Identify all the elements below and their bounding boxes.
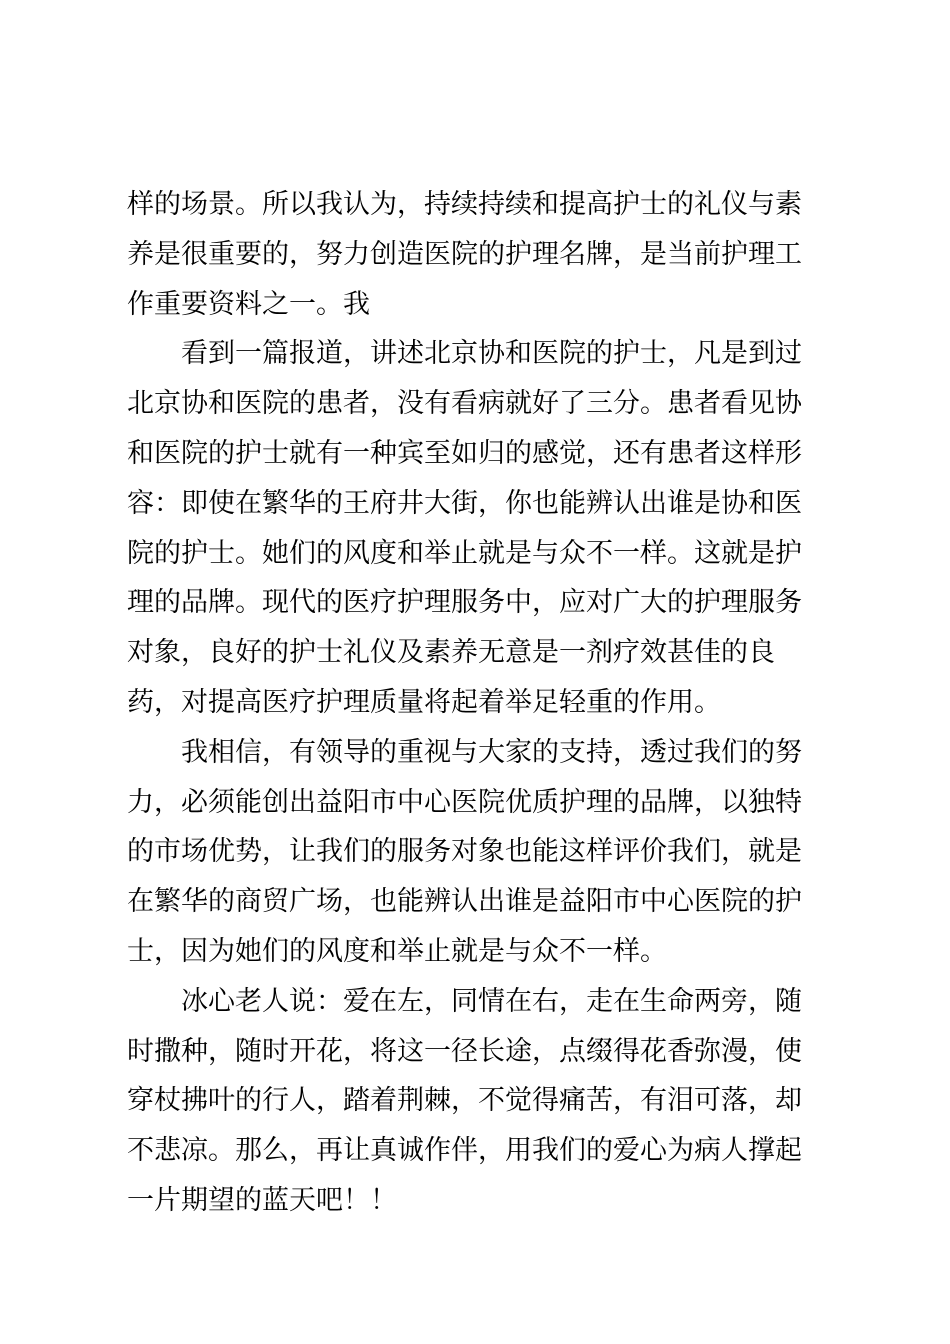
paragraph-3: 我相信，有领导的重视与大家的支持，透过我们的努力，必须能创出益阳市中心医院优质护理的品牌，以独特的市场优势，让我们的服务对象也能这样评价我们，就是在繁华的商贸广场，也能辨认出谁是益阳市中心医院的护士，因为她们的风度和举止就是与众不一样。 bbox=[127, 736, 802, 967]
document-body bbox=[127, 180, 827, 1226]
paragraph-2: 看到一篇报道，讲述北京协和医院的护士，凡是到过北京协和医院的患者，没有看病就好了三分。患者看见协和医院的护士就有一种宾至如归的感觉，还有患者这样形容：即使在繁华的王府井大街，你也能辨认出谁是协和医院的护士。她们的风度和举止就是与众不一样。这就是护理的品牌。现代的医疗护理服务中，应对广大的护理服务对象，良好的护士礼仪及素养无意是一剂疗效甚佳的良药，对提高医疗护理质量将起着举足轻重的作用。 bbox=[127, 338, 802, 718]
paragraph-4: 冰心老人说：爱在左，同情在右，走在生命两旁，随时撒种，随时开花，将这一径长途，点缀得花香弥漫，使穿杖拂叶的行人，踏着荆棘，不觉得痛苦，有泪可落，却不悲凉。那么，再让真诚作伴，用我们的爱心为病人撑起一片期望的蓝天吧！！ bbox=[127, 985, 802, 1216]
paragraph-1: 样的场景。所以我认为，持续持续和提高护士的礼仪与素养是很重要的，努力创造医院的护理名牌，是当前护理工作重要资料之一。我 bbox=[127, 189, 802, 320]
